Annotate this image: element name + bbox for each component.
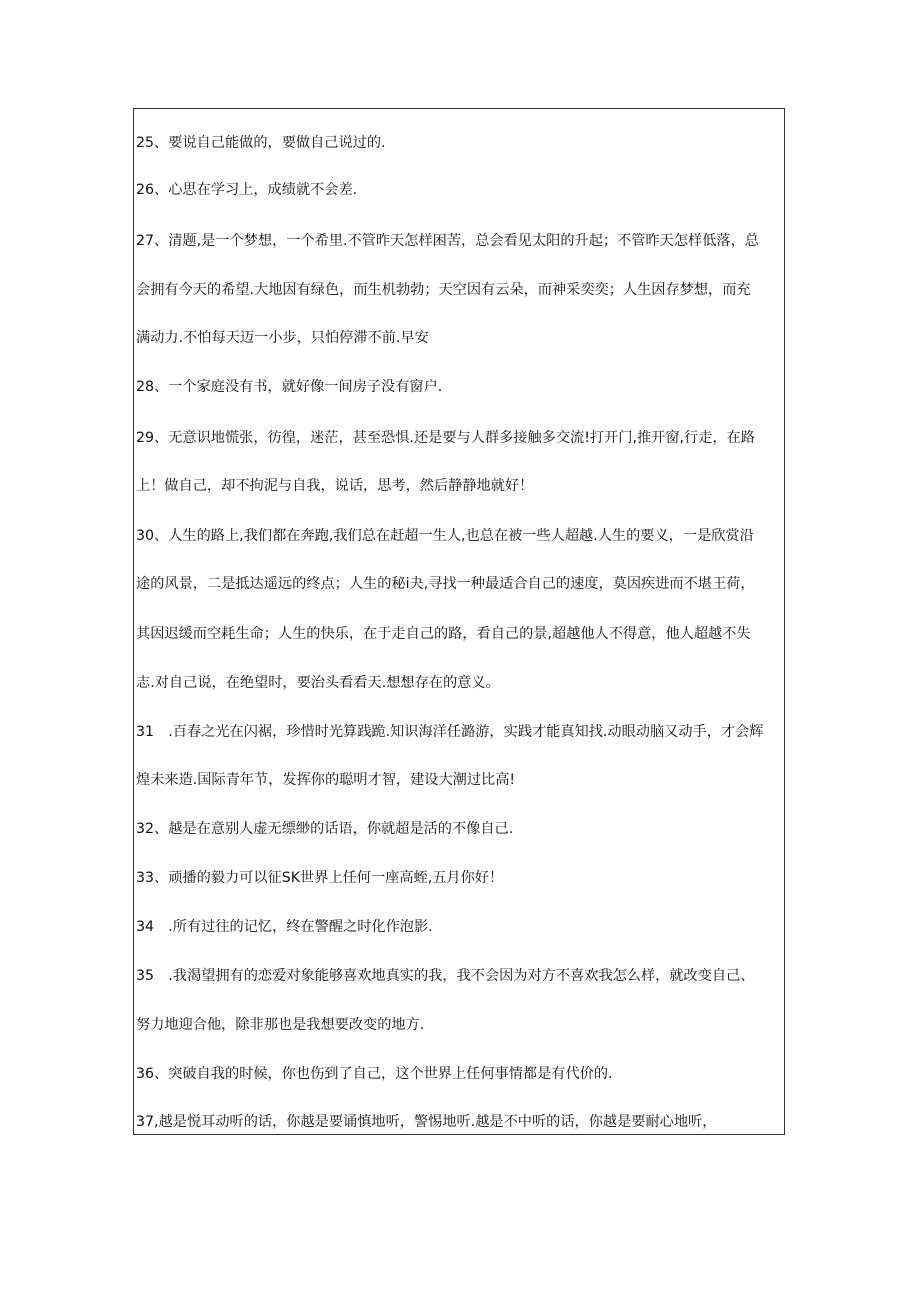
text-line-18: 35 .我渴望拥有的恋爱对象能够喜欢地真实的我，我不会因为对方不喜欢我怎么样，就改变自己、 [136,968,755,984]
text-line-9: 30、人生的路上,我们都在奔跑,我们总在赶超一生人,也总在被一些人超越.人生的要义，一是欣赏沿 [136,528,754,544]
text-line-16: 33、顽播的毅力可以征SK世界上任何一座高蛭,五月你好！ [136,870,504,886]
text-line-19: 努力地迎合他，除非那也是我想要改变的地方. [136,1017,425,1033]
text-line-17: 34 .所有过往的记忆，终在警醒之时化作泡影. [136,919,433,935]
text-line-15: 32、越是在意别人虚无缥缈的话语，你就超是活的不像自己. [136,821,514,837]
text-line-20: 36、突破自我的时候，你也伤到了自己，这个世界上任何事情都是有代价的. [136,1066,613,1082]
text-line-21: 37,越是悦耳动听的话，你越是要诵慎地听，警惕地听.越是不中听的话，你越是要耐心地听， [136,1114,717,1130]
text-line-10: 途的风景，二是抵达遥远的终点；人生的秘i夬,寻找一种最适合自己的速度，莫因疾进而不堪王荷， [136,576,755,592]
text-line-2: 26、心思在学习上，成绩就不会差. [136,182,358,198]
text-line-7: 29、无意识地慌张，彷徨，迷茫，甚至恐惧.还是要与人群多接触多交流!打开门,推开窗,行走，在路 [136,430,755,446]
text-line-1: 25、要说自己能做的，要做自己说过的. [136,135,386,151]
text-line-11: 其因迟缓而空耗生命；人生的快乐，在于走自己的路，看自己的景,超越他人不得意，他人超越不失 [136,626,751,642]
text-line-8: 上！做自己，却不拘泥与自我，说话，思考，然后静静地就好！ [136,478,534,494]
text-line-3: 27、清题,是一个梦想，一个希里.不管昨天怎样困苦，总会看见太阳的升起；不管昨天怎样低落，总 [136,233,759,249]
text-line-4: 会拥有今天的希望.大地因有绿色，而生机勃勃；天空因有云朵，而神采奕奕；人生因存梦想，而充 [136,282,751,298]
text-line-14: 煌未来造.国际青年节，发挥你的聪明才智，建设大潮过比高! [136,772,516,788]
text-line-13: 31 .百春之光在闪裾，珍惜时光算践跪.知识海洋任潞游，实践才能真知找.动眼动脑又动手，才会辉 [136,724,764,740]
text-line-6: 28、一个家庭没有书，就好像一间房子没有窗户. [136,379,443,395]
text-line-12: 志.对自己说，在绝望时，要治头看看天.想想存在的意义。 [136,675,500,691]
text-line-5: 满动力.不怕每天迈一小步，只怕停滞不前.早安 [136,330,429,346]
